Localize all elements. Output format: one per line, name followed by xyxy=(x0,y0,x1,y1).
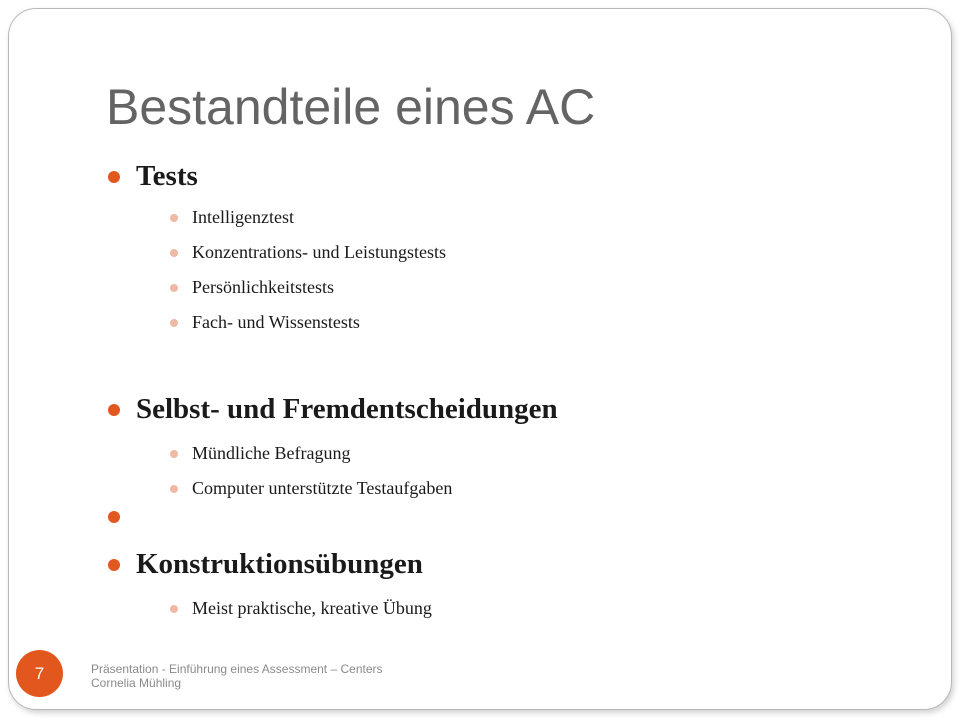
footer-presentation-title: Präsentation - Einführung eines Assessment – Centers xyxy=(91,662,383,676)
sub-bullet-dot-icon xyxy=(170,249,178,257)
sub-bullet xyxy=(170,443,350,464)
sub-bullet-label: Fach- und Wissenstests xyxy=(192,312,360,332)
sub-bullet-label: Computer unterstützte Testaufgaben xyxy=(192,478,453,498)
sub-bullet xyxy=(170,312,360,333)
bullet-label: Konstruktionsübungen xyxy=(136,548,423,580)
bullet-dot-icon xyxy=(108,404,120,416)
bullet-tests xyxy=(108,160,198,193)
page-number: 7 xyxy=(34,663,45,683)
bullet-label: Selbst- und Fremdentscheidungen xyxy=(136,393,558,425)
bullet-label: Tests xyxy=(136,160,198,192)
sub-bullet xyxy=(170,207,294,228)
slide-title: Bestandteile eines AC xyxy=(106,79,596,135)
bullet-empty xyxy=(108,511,136,523)
sub-bullet xyxy=(170,277,334,298)
sub-bullet-dot-icon xyxy=(170,284,178,292)
bullet-konstruktionsuebungen xyxy=(108,548,423,581)
sub-bullet-label: Mündliche Befragung xyxy=(192,443,351,463)
bullet-dot-icon xyxy=(108,511,120,523)
sub-bullet xyxy=(170,242,446,263)
footer xyxy=(91,662,383,690)
sub-bullet-dot-icon xyxy=(170,485,178,493)
sub-bullet-dot-icon xyxy=(170,605,178,613)
sub-bullet-label: Persönlichkeitstests xyxy=(192,277,334,297)
footer-author: Cornelia Mühling xyxy=(91,676,182,690)
sub-bullet-label: Konzentrations- und Leistungstests xyxy=(192,242,446,262)
sub-bullet-label: Intelligenztest xyxy=(192,207,294,227)
sub-bullet-dot-icon xyxy=(170,319,178,327)
sub-bullet xyxy=(170,478,452,499)
sub-bullet-dot-icon xyxy=(170,214,178,222)
bullet-dot-icon xyxy=(108,559,120,571)
bullet-selbst-fremdentscheidungen xyxy=(108,393,558,426)
sub-bullet-label: Meist praktische, kreative Übung xyxy=(192,598,432,618)
bullet-dot-icon xyxy=(108,171,120,183)
sub-bullet-dot-icon xyxy=(170,450,178,458)
sub-bullet xyxy=(170,598,432,619)
page-number-badge xyxy=(16,650,63,697)
